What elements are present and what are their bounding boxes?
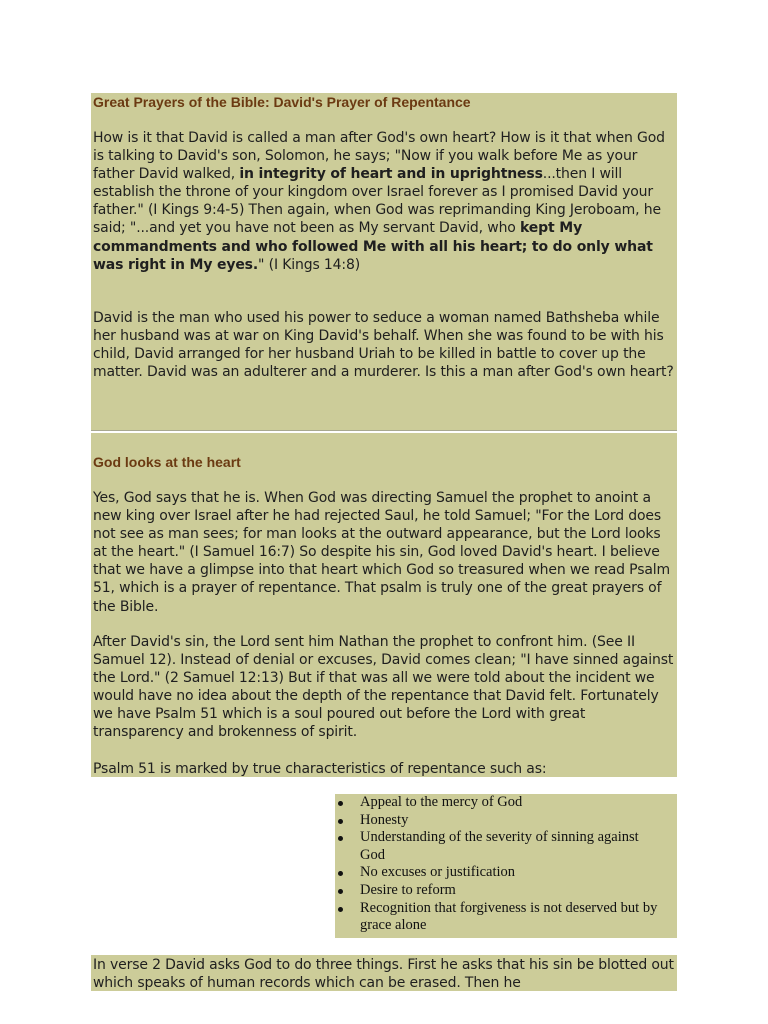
list-item: Recognition that forgiveness is not deserved but by grace alone xyxy=(335,900,677,935)
nathan-paragraph: After David's sin, the Lord sent him Nathan the prophet to confront him. (See II Samuel 12). Instead of denial or excuses, David comes clean; "I have sinned against the Lord." (2 Samuel 12:13) But if that was all we were told about the incident we would have no idea about the depth of the repentance that David felt. Fortunately we have Psalm 51 which is a soul poured out before the Lord with great transparency and brokenness of spirit. xyxy=(93,634,674,741)
bathsheba-paragraph: David is the man who used his power to seduce a woman named Bathsheba while her husband was at war on King David's behalf. When she was found to be with his child, David arranged for her husband Uriah to be killed in battle to cover up the matter. David was an adulterer and a murderer. Is this a man after God's own heart? xyxy=(93,310,674,381)
list-item: No excuses or justification xyxy=(335,864,677,882)
list-item: Understanding of the severity of sinning against God xyxy=(335,829,677,864)
intro-quote-2: kept My commandments and who followed Me with all his heart; to do only what was right in My eyes. xyxy=(93,220,653,273)
characteristics-list xyxy=(335,794,677,935)
intro-quote-1: in integrity of heart and in uprightness xyxy=(239,166,543,183)
samuel-paragraph: Yes, God says that he is. When God was directing Samuel the prophet to anoint a new king over Israel after he had rejected Saul, he told Samuel; "For the Lord does not see as man sees; for man looks at the outward appearance, but the Lord looks at the heart." (I Samuel 16:7) So despite his sin, God loved David's heart. I believe that we have a glimpse into that heart which God so treasured when we read Psalm 51, which is a prayer of repentance. That psalm is truly one of the great prayers of the Bible. xyxy=(93,490,671,615)
intro-text-2: ...then I will establish the throne of your kingdom over Israel forever as I promised David your father." (I Kings 9:4-5) Then again, when God was reprimanding King Jeroboam, he said; "...and yet you have not been as My servant David, who xyxy=(93,166,661,237)
verse2-paragraph: In verse 2 David asks God to do three things. First he asks that his sin be blotted out which speaks of human records which can be erased. Then he xyxy=(93,957,674,992)
intro-text-3: " (I Kings 14:8) xyxy=(258,256,361,273)
characteristics-list-box xyxy=(335,794,677,938)
intro-paragraph xyxy=(93,129,677,274)
characteristics-intro: Psalm 51 is marked by true characteristics of repentance such as: xyxy=(93,761,547,777)
list-item: Appeal to the mercy of God xyxy=(335,794,677,812)
article-title: Great Prayers of the Bible: David's Prayer of Repentance xyxy=(93,94,471,110)
section-heading-heart: God looks at the heart xyxy=(93,454,241,470)
section-divider xyxy=(91,430,677,431)
list-item: Desire to reform xyxy=(335,882,677,900)
list-item: Honesty xyxy=(335,812,677,830)
intro-text-1: How is it that David is called a man after God's own heart? How is it that when God is talking to David's son, Solomon, he says; "Now if you walk before Me as your father David walked, xyxy=(93,130,665,183)
